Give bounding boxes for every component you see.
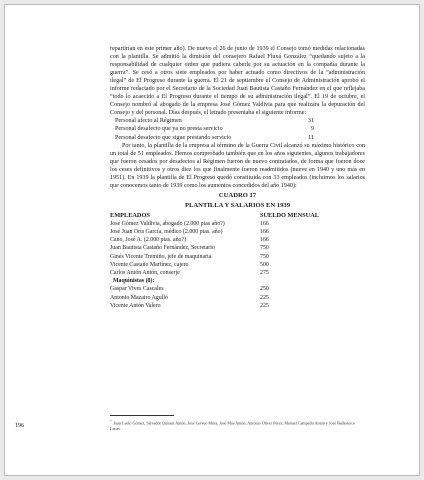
footnote-divider bbox=[110, 415, 174, 416]
employee-salary: 166 bbox=[260, 221, 269, 228]
table-row bbox=[110, 228, 365, 236]
depuration-list bbox=[110, 117, 365, 141]
table-row bbox=[110, 261, 365, 269]
employee-salary: 166 bbox=[260, 229, 269, 236]
column-header-employees: EMPLEADOS bbox=[110, 211, 150, 219]
document-page bbox=[4, 4, 420, 476]
employee-name: José Juan Orts García, médico (2.000 ptas. año) bbox=[110, 229, 223, 236]
list-item-value: 9 bbox=[310, 126, 314, 133]
employee-name: José Gómez Valdivia, abogado (2.000 ptas año?) bbox=[110, 221, 225, 228]
employee-salary: 750 bbox=[260, 245, 269, 252]
paragraph-1: repartirían en este primer año). De nuevo el 26 de junio de 1939 el Consejo tomó medidas relacionadas con la plantilla. Se admitió la dimisión del consejero Rafael Fluxá González “quedando sujeto a la responsabilidad de cualquier orden que pudiera caberle por su actuación en la compañía durante la guerra”. Se cesó a otros siete empleados por haber actuado como directivos de la “administración ilegal” de El Progreso durante la guerra. El 21 de septiembre el Consejo de Administración aprobó el informe redactado por el Secretario de la Sociedad Juan Bautista Castaño Fernández en el que reflejaba “todo lo acaecido a El Progreso durante el tiempo de su administración ilegal”. El 19 de octubre, el Consejo nombró al abogado de la empresa José Gómez Valdivia para que realizara la depuración del Consejo y del personal. Días después, el letrado presentaba el siguiente informe: bbox=[110, 46, 365, 117]
footnote bbox=[110, 419, 364, 432]
employee-salary: 750 bbox=[260, 253, 269, 260]
table-row bbox=[110, 285, 365, 293]
employee-name: Carlos Antón Antón, conserje bbox=[110, 269, 180, 276]
footnote-text: Juan Leelo Gómez, Salvador Quirant Antón, José Cerveo Mora, José Mas Antón, Antonio Oliver Pérez, Manuel Campello Antón y José Ballesteros Lucas. bbox=[110, 420, 356, 431]
list-item-value: 31 bbox=[307, 118, 314, 125]
employee-salary: 275 bbox=[260, 269, 269, 276]
table-row bbox=[110, 236, 365, 244]
table-row bbox=[110, 253, 365, 261]
table-title: CUADRO 17 bbox=[218, 191, 257, 199]
paragraph-2: Por tanto, la plantilla de la empresa al término de la Guerra Civil alcanzó su máximo histórico con un total de 51 empleados. Hemos comprobado también que en los años siguientes, algunos trabajadores que fueron cesados por desafectos al Régimen fueron de nuevo contratados, de forma que fueron doce los ceses definitivos y otros diez los que finalmente fueron readmitidos (nueve en 1940 y uno más en 1951). En 1939 la plantilla de El Progreso quedó constituida con 33 empleados (incluimos los salarios que conocemos tanto de 1939 como los aumentos concedidos del año 1940): bbox=[110, 142, 365, 189]
table-row bbox=[110, 244, 365, 252]
table-header bbox=[110, 212, 365, 220]
table-subtitle: PLANTILLA Y SALARIOS EN 1939 bbox=[184, 202, 291, 210]
employee-name: Vicente Castaño Martínez, cajero bbox=[110, 261, 189, 268]
list-item bbox=[110, 117, 365, 125]
employee-name: Juan Bautista Castaño Fernández, Secretario bbox=[110, 245, 215, 252]
list-item bbox=[110, 125, 365, 133]
body-text bbox=[110, 45, 365, 310]
page-number: 196 bbox=[15, 423, 24, 429]
employee-salary: 225 bbox=[260, 294, 269, 301]
employee-name: Gaspar Vives Cascales bbox=[110, 286, 164, 293]
list-item-label: Personal desafecto que ya no presta servicio bbox=[115, 126, 223, 133]
footnote-marker: * bbox=[110, 419, 112, 423]
employee-name: Vicente Antón Valero bbox=[110, 302, 161, 309]
list-item bbox=[110, 134, 365, 142]
employee-salary: 500 bbox=[260, 261, 269, 268]
employee-salary: 225 bbox=[260, 302, 269, 309]
table-row bbox=[110, 302, 365, 310]
employee-salary: 166 bbox=[260, 237, 269, 244]
list-item-value: 11 bbox=[308, 134, 314, 141]
table-row bbox=[110, 269, 365, 277]
list-item-label: Personal desafecto que sigue prestando servicio bbox=[115, 134, 232, 141]
table-row bbox=[110, 294, 365, 302]
employee-name: Ginés Vicente Tremiño, jefe de maquinaria bbox=[110, 253, 212, 260]
table-row bbox=[110, 220, 365, 228]
employee-salary: 250 bbox=[260, 286, 269, 293]
column-header-salary: SUELDO MENSUAL bbox=[260, 211, 319, 219]
employee-name: Antonio Mazairo Agulló bbox=[110, 294, 168, 301]
section-label: Maquinistas (8): bbox=[113, 278, 155, 285]
list-item-label: Personal afecto al Régimen bbox=[115, 118, 182, 125]
employee-name: Cano, José A. (2.000 ptas. año?) bbox=[110, 237, 187, 244]
